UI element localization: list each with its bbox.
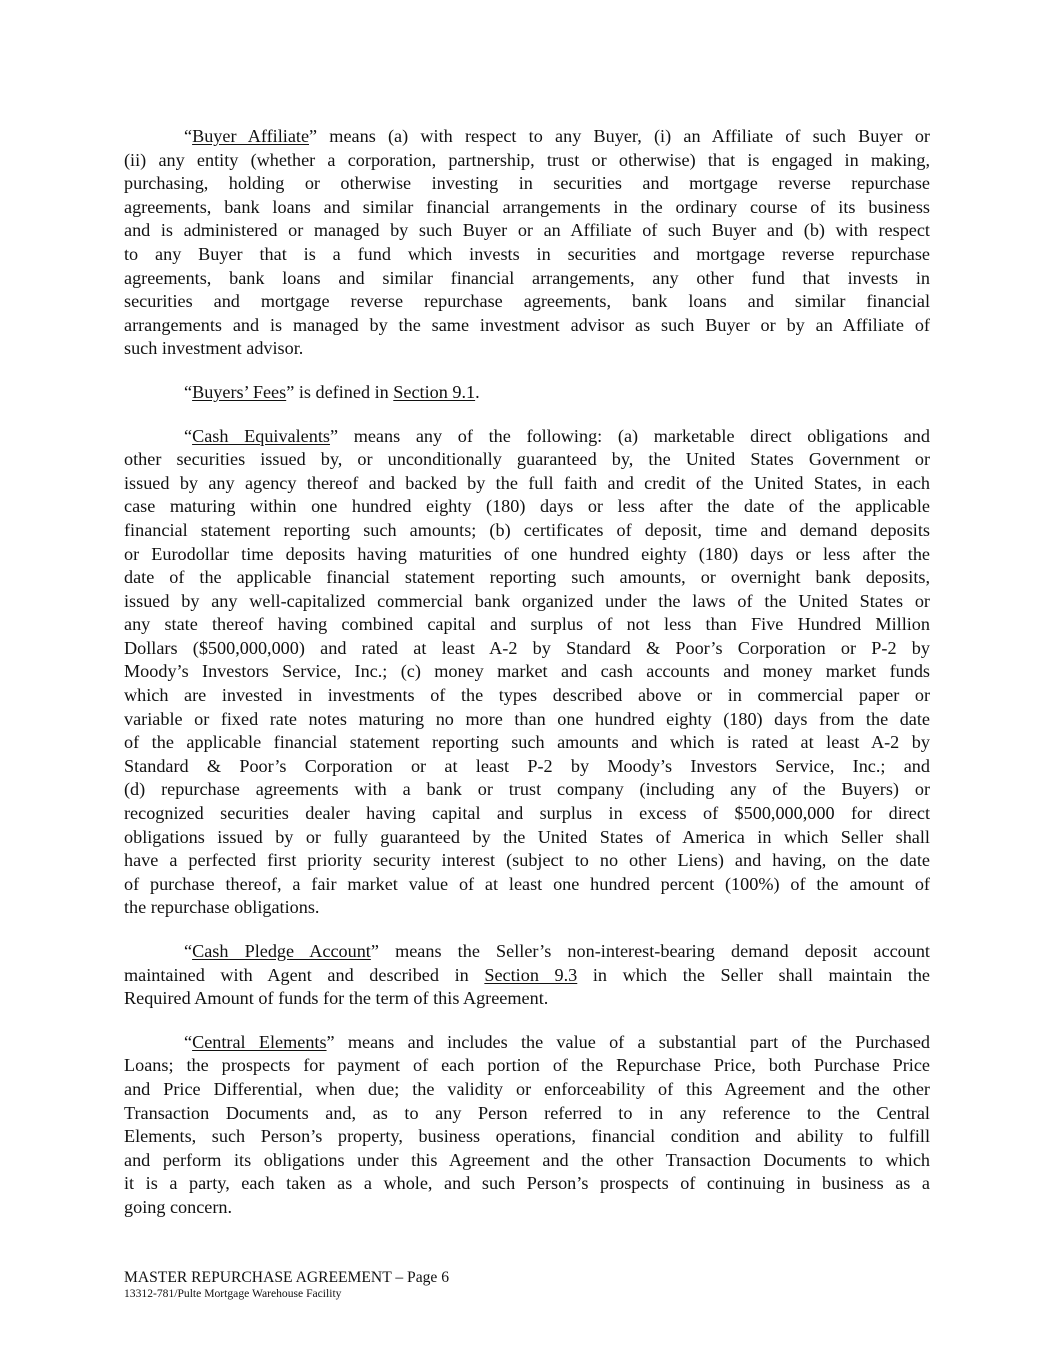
text-line: [124, 495, 930, 519]
text-segment: it is a party, each taken as a whole, and such Person’s prospects of continuing in business as a: [124, 1173, 930, 1194]
text-segment: agreements, bank loans and similar financial arrangements in the ordinary course of its business: [124, 196, 930, 217]
document-body: [124, 125, 930, 1240]
text-segment: of the applicable financial statement reporting such amounts and which is rated at least A-2 by: [124, 732, 930, 753]
text-line: [124, 660, 930, 684]
page-footer: [124, 1268, 449, 1301]
text-line: [124, 873, 930, 897]
text-segment: recognized securities dealer having capital and surplus in excess of $500,000,000 for direct: [124, 803, 930, 824]
text-segment: other securities issued by, or unconditionally guaranteed by, the United States Government or: [124, 449, 930, 470]
text-line: [124, 849, 930, 873]
text-segment: have a perfected first priority security interest (subject to no other Liens) and having, on the date: [124, 850, 930, 871]
text-segment: (d) repurchase agreements with a bank or trust company (including any of the Buyers) or: [124, 779, 930, 800]
text-segment: “: [184, 381, 193, 402]
text-line: [124, 987, 930, 1011]
underlined-term: Cash Pledge Account: [192, 941, 371, 961]
text-segment: ” means any of the following: (a) marketable direct obligations and: [329, 425, 930, 446]
paragraph-cash-equivalents: [124, 425, 930, 920]
text-line: [124, 267, 930, 291]
text-segment: securities and mortgage reverse repurchase agreements, bank loans and similar financial: [124, 291, 930, 312]
text-segment: ” means the Seller’s non-interest-bearing demand deposit account: [370, 941, 930, 961]
footer-subtitle: 13312-781/Pulte Mortgage Warehouse Facility: [124, 1287, 342, 1300]
text-segment: which are invested in investments of the types described above or in commercial paper or: [124, 685, 930, 706]
text-line: [124, 802, 930, 826]
text-line: [124, 172, 930, 196]
text-segment: and perform its obligations under this Agreement and the other Transaction Documents to which: [124, 1149, 930, 1170]
text-segment: ” is defined in: [286, 381, 394, 402]
text-segment: .: [475, 381, 480, 402]
text-segment: purchasing, holding or otherwise investing in securities and mortgage reverse repurchase: [124, 173, 930, 194]
underlined-term: Central Elements: [192, 1031, 327, 1052]
text-line: [124, 448, 930, 472]
text-segment: obligations issued by or fully guaranteed by the United States of America in which Seller shall: [124, 826, 930, 847]
text-line: [124, 826, 930, 850]
text-segment: and is administered or managed by such Buyer or an Affiliate of such Buyer and (b) with respect: [124, 220, 930, 241]
text-segment: such investment advisor.: [124, 338, 304, 359]
text-segment: agreements, bank loans and similar financial arrangements, any other fund that invests in: [124, 267, 930, 288]
text-line: [124, 519, 930, 543]
text-line: [124, 613, 930, 637]
text-line: [124, 1196, 930, 1220]
text-line: [124, 590, 930, 614]
underlined-term: Buyer Affiliate: [192, 126, 310, 146]
text-segment: Moody’s Investors Service, Inc.; (c) money market and cash accounts and money market funds: [124, 661, 930, 682]
text-line: [124, 1102, 930, 1126]
text-line: [124, 243, 930, 267]
text-segment: going concern.: [124, 1196, 233, 1217]
text-line: [124, 731, 930, 755]
text-line: [124, 708, 930, 732]
text-segment: case maturing within one hundred eighty (180) days or less after the date of the applicable: [124, 496, 930, 517]
text-line: [124, 755, 930, 779]
text-segment: Elements, such Person’s property, business operations, financial condition and ability to fulfill: [124, 1126, 930, 1147]
text-segment: (ii) any entity (whether a corporation, partnership, trust or otherwise) that is engaged in making,: [124, 149, 930, 170]
text-line: [124, 543, 930, 567]
text-segment: Required Amount of funds for the term of this Agreement.: [124, 988, 549, 1009]
text-line: [124, 1054, 930, 1078]
text-line: [124, 337, 930, 361]
footer-title: MASTER REPURCHASE AGREEMENT – Page 6: [124, 1269, 450, 1286]
text-segment: “: [184, 1031, 193, 1052]
underlined-term: Buyers’ Fees: [192, 381, 287, 402]
text-segment: issued by any well-capitalized commercial bank organized under the laws of the United States or: [124, 590, 930, 611]
text-segment: ” means and includes the value of a substantial part of the Purchased: [326, 1031, 930, 1052]
text-line: [124, 219, 930, 243]
text-segment: Loans; the prospects for payment of each portion of the Repurchase Price, both Purchase Price: [124, 1055, 930, 1076]
text-line: [124, 778, 930, 802]
text-segment: “: [184, 941, 193, 961]
text-segment: Standard & Poor’s Corporation or at least P-2 by Moody’s Investors Service, Inc.; and: [124, 755, 930, 776]
paragraph-cash-pledge-account: [124, 940, 930, 1011]
text-segment: or Eurodollar time deposits having maturities of one hundred eighty (180) days or less after the: [124, 543, 930, 564]
text-segment: any state thereof having combined capital and surplus of not less than Five Hundred Million: [124, 614, 930, 635]
text-line: [124, 425, 930, 449]
text-segment: variable or fixed rate notes maturing no more than one hundred eighty (180) days from the date: [124, 708, 930, 729]
text-segment: issued by any agency thereof and backed by the full faith and credit of the United States, in each: [124, 472, 930, 493]
text-line: [124, 472, 930, 496]
text-line: [124, 196, 930, 220]
text-line: [124, 964, 930, 988]
text-line: [124, 896, 930, 920]
paragraph-central-elements: [124, 1031, 930, 1220]
text-segment: of purchase thereof, a fair market value of at least one hundred percent (100%) of the amount of: [124, 873, 930, 894]
text-segment: arrangements and is managed by the same investment advisor as such Buyer or by an Affiliate of: [124, 314, 930, 335]
paragraph-buyer-affiliate: [124, 125, 930, 361]
text-segment: “: [184, 425, 193, 446]
text-line: [124, 290, 930, 314]
underlined-term: Cash Equivalents: [192, 425, 330, 446]
text-segment: Transaction Documents and, as to any Person referred to in any reference to the Central: [124, 1102, 930, 1123]
text-segment: date of the applicable financial statement reporting such amounts, or overnight bank deposits,: [124, 567, 930, 588]
text-line: [124, 1125, 930, 1149]
text-segment: ” means (a) with respect to any Buyer, (i) an Affiliate of such Buyer or: [309, 126, 930, 146]
underlined-term: Section 9.1: [393, 381, 476, 402]
text-line: [124, 566, 930, 590]
text-segment: “: [184, 126, 193, 146]
text-segment: in which the Seller shall maintain the: [577, 964, 930, 985]
text-segment: to any Buyer that is a fund which invests in securities and mortgage reverse repurchase: [124, 243, 930, 264]
text-line: [124, 1172, 930, 1196]
text-line: [124, 637, 930, 661]
underlined-term: Section 9.3: [484, 964, 578, 985]
text-line: [124, 1149, 930, 1173]
paragraph-buyers-fees: [124, 381, 930, 405]
text-line: [124, 684, 930, 708]
text-line: [124, 125, 930, 149]
text-line: [124, 1078, 930, 1102]
text-line: [124, 381, 930, 405]
text-line: [124, 940, 930, 964]
text-line: [124, 149, 930, 173]
text-line: [124, 314, 930, 338]
text-segment: Dollars ($500,000,000) and rated at least A-2 by Standard & Poor’s Corporation or P-2 by: [124, 637, 930, 658]
text-segment: financial statement reporting such amounts; (b) certificates of deposit, time and demand deposits: [124, 519, 930, 540]
text-segment: maintained with Agent and described in: [124, 964, 485, 985]
text-line: [124, 1031, 930, 1055]
text-segment: and Price Differential, when due; the validity or enforceability of this Agreement and the other: [124, 1078, 930, 1099]
text-segment: the repurchase obligations.: [124, 897, 320, 918]
